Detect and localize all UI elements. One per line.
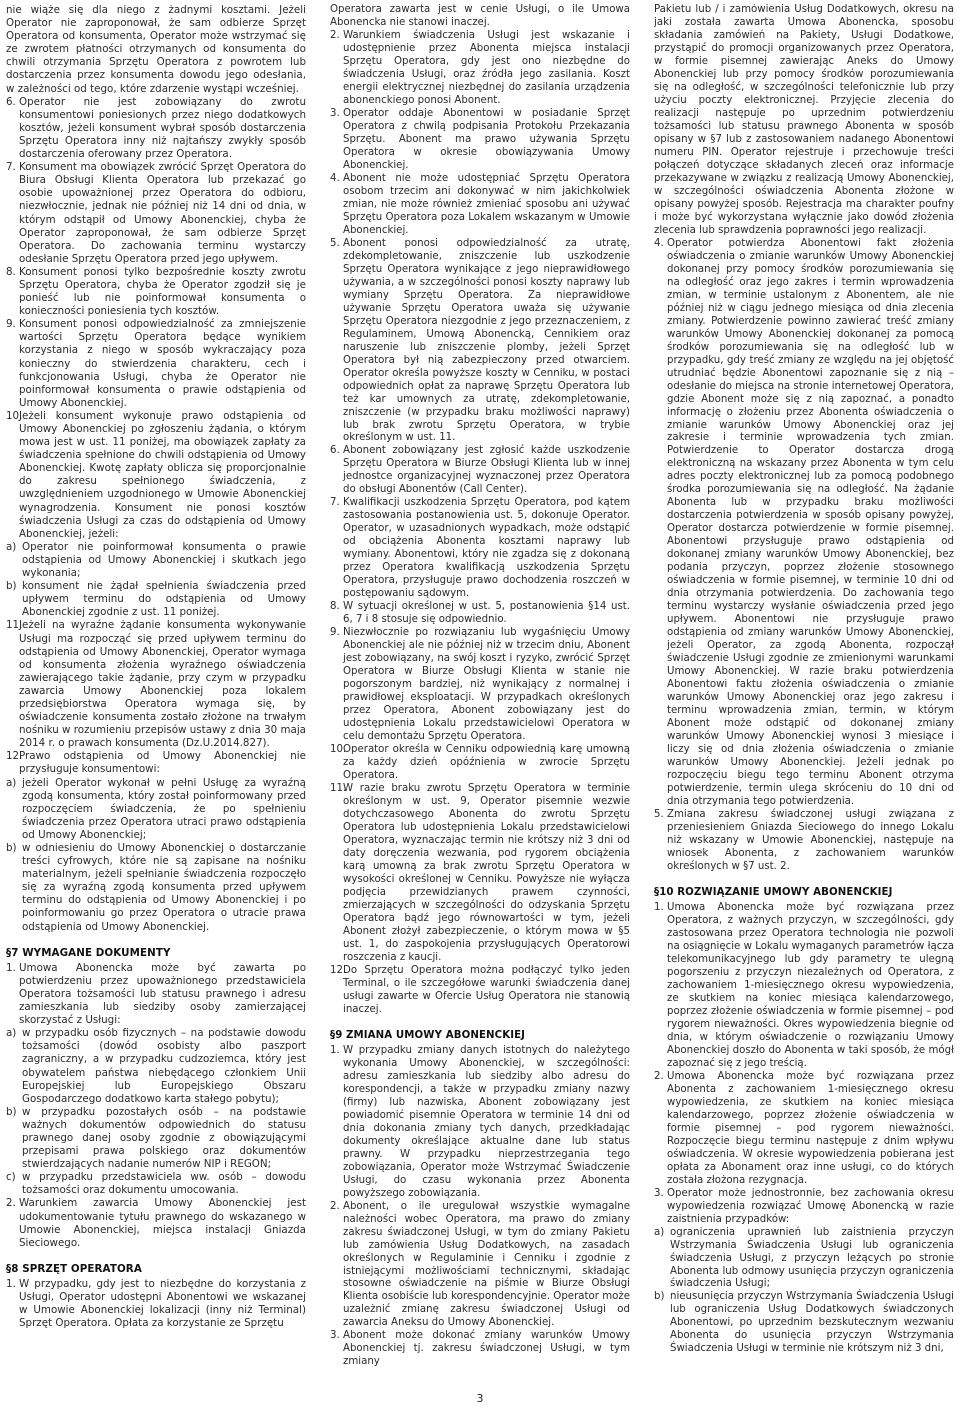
numbered-item	[6, 161, 306, 266]
item-text: Umowa Abonencka może być zawarta po potwierdzeniu przez upoważnionego przedstawiciela Operatora tożsamości lub statusu prawnego i adresu zamieszkania lub siedziby osoby zamierzającej skorzystać z Usługi:	[19, 961, 306, 1027]
item-number: 5.	[330, 237, 340, 249]
item-number: 1.	[6, 1277, 16, 1290]
sub-list-item	[6, 777, 306, 842]
numbered-item	[330, 627, 630, 744]
item-text: Abonent ponosi odpowiedzialność za utratę, zdekompletowanie, zniszczenie lub uszkodzenie Sprzętu Operatora wynikające z jego nieprawidłowego używania, a w szczególności ponosi koszty naprawy lub wymiany Sprzętu Operatora. Za nieprawidłowe używanie Sprzętu Operatora uważa się używanie Sprzętu Operatora niezgodnie z jego przeznaczeniem, z Regulaminem, Umową Abonencką, Cennikiem oraz naruszenie lub zniszczenie plomby, jeżeli Sprzęt Operatora był nią zabezpieczony przed otwarciem. Operator określa powyższe koszty w Cenniku, w postaci odpowiednich opłat za naprawę Sprzętu Operatora lub też kar umownych za utratę, zdekompletowanie, zniszczenie (w przypadku braku możliwości naprawy) lub brak zwrotu Sprzętu Operatora, w trybie określonym w ust. 11.	[343, 237, 630, 444]
item-number: a)	[6, 540, 17, 553]
numbered-item	[6, 96, 306, 161]
item-text: Konsument ponosi tylko bezpośrednie koszty zwrotu Sprzętu Operatora, chyba że Operator zgodził się je ponieść lub nie poinformował konsumenta o konieczności poniesienia tych kosztów.	[19, 265, 306, 318]
item-number: 6.	[330, 445, 340, 457]
item-text: Do Sprzętu Operatora można podłączyć tylko jeden Terminal, o ile szczegółowe warunki świadczenia danej usługi zawarte w Ofercie Usług Operatora nie stanowią inaczej.	[343, 964, 630, 1015]
item-number: 12.	[330, 964, 347, 976]
item-text: w przypadku pozostałych osób – na podstawie ważnych dokumentów odpowiednich do statusu prawnego danej osoby zgodnie z obowiązującymi przepisami prawa polskiego oraz dokumentów stwierdzających nadanie numerów NIP i REGON;	[22, 1105, 306, 1171]
item-text: Kwalifikacji uszkodzenia Sprzętu Operatora, pod kątem zastosowania postanowienia ust. 5, dokonuje Operator. Operator, w uzasadnionych wypadkach, może odstąpić od obciążenia Abonenta kosztami naprawy lub wymiany. Abonentowi, który nie zgadza się z dokonaną przez Operatora kwalifikacją uszkodzenia Sprzętu Operatora, przysługuje prawo dochodzenia roszczeń w postępowaniu sądowym.	[343, 497, 630, 600]
item-text: Operator określa w Cenniku odpowiednią karę umowną za każdy dzień opóźnienia w zwrocie Sprzętu Operatora.	[343, 744, 630, 782]
numbered-item	[654, 902, 954, 1071]
text-column-left	[6, 4, 306, 1372]
item-text: Warunkiem zawarcia Umowy Abonenckiej jest udokumentowanie tytułu prawnego do wskazanego w Umowie Abonenckiej, miejsca instalacji Gniazda Sieciowego.	[19, 1197, 306, 1249]
item-text: Warunkiem świadczenia Usługi jest wskazanie i udostępnienie przez Abonenta miejsca instalacji Sprzętu Operatora, gdy jest ono niezbędne do świadczenia Usługi, oraz źródła jego zasilania. Koszt energii elektrycznej niezbędnej do zasilania urządzenia abonenckiego ponosi Abonent.	[343, 29, 630, 106]
numbered-item	[330, 1045, 630, 1201]
item-text: Jeżeli konsument wykonuje prawo odstąpienia od Umowy Abonenckiej po zgłoszeniu żądania, o którym mowa jest w ust. 11 poniżej, ma obowiązek zapłaty za świadczenia spełnione do chwili odstąpienia od Umowy Abonenckiej. Kwotę zapłaty oblicza się proporcjonalnie do zakresu spełnionego świadczenia, z uwzględnieniem uzgodnionego w Umowie Abonenckiej wynagrodzenia. Konsument nie ponosi kosztów świadczenia Usługi za czas do odstąpienia od Umowy Abonenckiej, jeżeli:	[19, 409, 306, 540]
item-number: 10.	[330, 744, 347, 756]
item-number: b)	[6, 842, 17, 854]
item-text: jeżeli Operator wykonał w pełni Usługę za wyraźną zgodą konsumenta, który został poinformowany przed rozpoczęciem świadczenia, że po spełnieniu świadczenia przez Operatora utraci prawo odstąpienia od Umowy Abonenckiej;	[22, 776, 306, 841]
numbered-item	[330, 1201, 630, 1331]
section-heading: §9 ZMIANA UMOWY ABONENCKIEJ	[330, 1029, 526, 1041]
item-number: 4.	[654, 237, 664, 249]
item-number: 12.	[6, 750, 23, 763]
item-number: 1.	[6, 961, 16, 974]
item-number: 10.	[6, 409, 23, 422]
item-number: 9.	[330, 627, 340, 639]
item-text: Abonent zobowiązany jest zgłosić każde uszkodzenie Sprzętu Operatora w Biurze Obsługi Klienta lub w innej jednostce organizacyjnej wyznaczonej przez Operatora do obsługi Abonentów (Call Center).	[343, 445, 630, 496]
numbered-item	[330, 1330, 630, 1369]
item-text: Niezwłocznie po rozwiązaniu lub wygaśnięciu Umowy Abonenckiej ale nie później niż w trzecim dniu, Abonent jest zobowiązany, na swój koszt i ryzyko, zwrócić Sprzęt Operatora w Biurze Obsługi Klienta w stanie nie pogorszonym bardziej, niż wynikający z normalnej i prawidłowej eksploatacji. W przypadkach określonych przez Operatora, Abonent zobowiązany jest do udostępnienia Lokalu przedstawicielowi Operatora w celu demontażu Sprzętu Operatora.	[343, 627, 630, 743]
item-text: W sytuacji określonej w ust. 5, postanowienia §14 ust. 6, 7 i 8 stosuje się odpowiednio.	[343, 601, 630, 626]
numbered-item	[6, 962, 306, 1027]
item-number: 8.	[6, 265, 16, 278]
item-text: W przypadku, gdy jest to niezbędne do korzystania z Usługi, Operator udostępni Abonentowi we wskazanej w Umowie Abonenckiej lokalizacji (inny niż Terminal) Sprzęt Operatora. Opłata za korzystanie ze Sprzętu	[19, 1277, 306, 1330]
item-text: Operator nie jest zobowiązany do zwrotu konsumentowi poniesionych przez niego dodatkowych kosztów, jeżeli konsument wybrał sposób dostarczenia Sprzętu Operatora inny niż najtańszy zwykły sposób dostarczenia oferowany przez Operatora.	[19, 95, 306, 161]
section-heading: §7 WYMAGANE DOKUMENTY	[6, 946, 171, 959]
item-text: W przypadku zmiany danych istotnych do należytego wykonania Umowy Abonenckiej, w szczególności: adresu zamieszkania lub siedziby albo adresu do korespondencji, a także w przypadku zmiany nazwy (firmy) lub nazwiska, Abonent zobowiązany jest powiadomić pisemnie Operatora w terminie 14 dni od dnia dokonania zmiany tych danych, przedkładając dokumenty określające aktualne dane lub status prawny. W przypadku nieprzestrzegania tego zobowiązania, Operator może Wstrzymać Świadczenie Usługi, do czasu wykonania przez Abonenta powyższego zobowiązania.	[343, 1044, 630, 1199]
item-number: 7.	[330, 497, 340, 509]
item-text: w przypadku osób fizycznych – na podstawie dowodu tożsamości (dowód osobisty albo paszport zagraniczny, a w przypadku cudzoziemca, który jest obywatelem państwa niebędącego członkiem Unii Europejskiej lub Europejskiego Obszaru Gospodarczego dodatkowo karta stałego pobytu);	[22, 1027, 306, 1105]
item-number: 5.	[654, 809, 664, 821]
item-text: Abonent może dokonać zmiany warunków Umowy Abonenckiej tj. zakresu świadczonej Usługi, w tym zmiany	[343, 1330, 630, 1368]
item-number: a)	[654, 1226, 665, 1238]
numbered-item	[6, 266, 306, 318]
item-number: 2.	[330, 29, 340, 41]
item-text: W razie braku zwrotu Sprzętu Operatora w terminie określonym w ust. 9, Operator pisemnie wezwie dotychczasowego Abonenta do zwrotu Sprzętu Operatora lub udostępnienia Lokalu przedstawicielowi Operatora, wyznaczając termin nie krótszy niż 3 dni od daty doręczenia wezwania, pod rygorem obciążenia karą umowną za brak zwrotu Sprzętu Operatora w wysokości określonej w Cenniku. Powyższe nie wyłącza podjęcia przewidzianych prawem czynności, zmierzających w szczególności do odzyskania Sprzętu Operatora bądź jego równowartości w tym, jeżeli Abonent złożył zabezpieczenie, o którym mowa w §5 ust. 1, do zaspokojenia przysługujących Operatorowi roszczenia z kaucji.	[343, 783, 630, 963]
numbered-item	[6, 750, 306, 776]
item-number: b)	[654, 1291, 665, 1303]
item-text: konsument nie żądał spełnienia świadczenia przed upływem terminu do odstąpienia od Umowy Abonenckiej zgodnie z ust. 11 poniżej.	[22, 580, 306, 619]
numbered-item	[654, 238, 954, 809]
paragraph: nie wiąże się dla niego z żadnymi kosztami. Jeżeli Operator nie zaproponował, że sam odbierze Sprzęt Operatora od konsumenta, Operator może wstrzymać się ze zwrotem płatności otrzymanych od konsumenta do chwili otrzymania Sprzętu Operatora z powrotem lub dostarczenia przez konsumenta dowodu jego odesłania, w zależności od tego, które zdarzenie wystąpi wcześniej.	[6, 4, 306, 95]
item-number: 2.	[6, 1197, 16, 1210]
numbered-item	[330, 108, 630, 173]
item-number: 1.	[330, 1044, 340, 1056]
numbered-item	[330, 965, 630, 1017]
item-number: 2.	[654, 1070, 664, 1082]
numbered-item	[654, 1188, 954, 1227]
item-number: 4.	[330, 172, 340, 184]
item-number: a)	[6, 1027, 17, 1040]
item-number: a)	[6, 776, 17, 789]
paragraph: Pakietu lub / i zamówienia Usług Dodatkowych, okresu na jaki została zawarta Umowa Abonencka, sposobu składania zamówień na Pakiety, Usługi Dodatkowe, przystąpić do promocji organizowanych przez Operatora, w formie pisemnej zawierając Aneks do Umowy Abonenckiej lub przy pomocy środków porozumiewania się na odległość, w szczególności telefonicznie lub przy użyciu poczty elektronicznej. Przyjęcie zlecenia do realizacji następuje po uprzednim potwierdzeniu tożsamości lub statusu prawnego Abonenta w sposób opisany w §7 lub z zastosowaniem nadanego Abonentowi numeru PIN. Operator rejestruje i przechowuje treści połączeń dotyczące składanych zleceń oraz informacje przekazywane w związku z realizacją Umowy Abonenckiej, w szczególności oświadczenia Abonenta złożone w opisany powyżej sposób. Rejestracja ma charakter poufny i może być wykorzystana wyłącznie jako dowód złożenia zlecenia lub sprawdzenia poprawności jego realizacji.	[654, 4, 954, 236]
numbered-item	[6, 619, 306, 750]
item-text: Abonent, o ile uregulował wszystkie wymagalne należności wobec Operatora, ma prawo do zmiany zakresu świadczonej Usługi, w tym do zmiany Pakietu lub zamówienia Usług Dodatkowych, na zasadach określonych w Regulaminie i Cenniku i zgodnie z istniejącymi możliwościami technicznymi, składając stosowne oświadczenie na piśmie w Biurze Obsługi Klienta osobiście lub korespondencyjnie. Operator może uzależnić zmianę zakresu świadczonej Usługi od zawarcia Aneksu do Umowy Abonenckiej.	[343, 1200, 630, 1329]
item-text: w przypadku przedstawiciela ww. osób – dowodu tożsamości oraz dokumentu umocowania.	[22, 1171, 306, 1197]
item-text: Operator nie poinformował konsumenta o prawie odstąpienia od Umowy Abonenckiej i skutkach jego wykonania;	[22, 540, 306, 580]
sub-list-item	[6, 1027, 306, 1106]
numbered-item	[330, 497, 630, 601]
item-text: Konsument ponosi odpowiedzialność za zmniejszenie wartości Sprzętu Operatora będące wynikiem korzystania z niego w sposób wykraczający poza konieczny do stwierdzenia charakteru, cech i funkcjonowania Usługi, chyba że Operator nie poinformował konsumenta o prawie odstąpienia od Umowy Abonenckiej.	[19, 318, 306, 409]
item-number: 3.	[330, 1330, 340, 1342]
numbered-item	[6, 1197, 306, 1249]
numbered-item	[330, 173, 630, 238]
sub-list-item	[654, 1291, 954, 1356]
numbered-item	[330, 238, 630, 446]
item-text: Operator oddaje Abonentowi w posiadanie Sprzęt Operatora z chwilą podpisania Protokołu Przekazania Sprzętu. Abonent ma prawo używania Sprzętu Operatora w okresie obowiązywania Umowy Abonenckiej.	[343, 107, 630, 171]
item-text: Umowa Abonencka może być rozwiązana przez Operatora, z ważnych przyczyn, w szczególności, gdy zastosowana przez Operatora technologia nie pozwoli na osiągnięcie w Lokalu wymaganych parametrów łącza telekomunikacyjnego lub gdy parametry te ulegną pogorszeniu z przyczyn niezależnych od Operatora, z zachowaniem 1-miesięcznego okresu wypowiedzenia, ze skutkiem na koniec miesiąca kalendarzowego, poprzez złożenie oświadczenia w formie pisemnej – pod rygorem nieważności. Okres wypowiedzenia biegnie od dnia, w którym oświadczenie o rozwiązaniu Umowy Abonenckiej doszło do Abonenta w taki sposób, że mógł zapoznać się z jego treścią.	[667, 901, 954, 1069]
item-number: 1.	[654, 901, 664, 913]
numbered-item	[330, 445, 630, 497]
sub-list-item	[654, 1227, 954, 1292]
item-text: Prawo odstąpienia od Umowy Abonenckiej nie przysługuje konsumentowi:	[19, 750, 306, 776]
sub-list-item	[6, 1106, 306, 1171]
text-column-middle	[330, 4, 630, 1372]
numbered-item	[330, 783, 630, 965]
item-number: 7.	[6, 161, 16, 174]
text-column-right	[654, 4, 954, 1372]
section-heading: §8 SPRZĘT OPERATORA	[6, 1262, 142, 1275]
numbered-item	[330, 601, 630, 627]
item-number: 2.	[330, 1200, 340, 1212]
item-text: Konsument ma obowiązek zwrócić Sprzęt Operatora do Biura Obsługi Klienta Operatora lub przekazać go osobie upoważnionej przez Operatora do odbioru, niezwłocznie, jednak nie później niż 14 dni od dnia, w którym odstąpił od Umowy Abonenckiej, chyba że Operator zaproponował, że sam odbierze Sprzęt Operatora. Do zachowania terminu wystarczy odesłanie Sprzętu Operatora przed jego upływem.	[19, 161, 306, 265]
numbered-item	[6, 410, 306, 541]
item-number: b)	[6, 1105, 17, 1118]
section-heading: §10 ROZWIĄZANIE UMOWY ABONENCKIEJ	[654, 886, 893, 898]
item-text: Operator potwierdza Abonentowi fakt złożenia oświadczenia o zmianie warunków Umowy Abonenckiej dokonanej przy pomocy środków porozumiewania się na odległość oraz jego zakres i termin wprowadzenia zmian, w terminie ustalonym z Abonentem, ale nie później niż w ciągu jednego miesiąca od dnia zlecenia zmiany. Potwierdzenie powinno zawierać treść zmiany warunków Umowy Abonenckiej dokonanej za pomocą środków porozumiewania się na odległość lub w przypadku, gdy treść zmiany ze względu na jej objętość utrudniać będzie Abonentowi zapoznanie się z nią – odesłanie do miejsca na stronie internetowej Operatora, gdzie Abonent może się z nią zapoznać, a ponadto informację o złożeniu przez Abonenta oświadczenia o zmianie warunków Umowy Abonenckiej oraz jej zakresie i terminie wprowadzenia tych zmian. Potwierdzenie to Operator dostarcza drogą elektroniczną na wskazany przez Abonenta w tym celu adres poczty elektronicznej lub za pomocą podobnego środka porozumiewania się na odległość. Na żądanie Abonenta lub w przypadku braku możliwości dostarczenia potwierdzenia w sposób opisany powyżej, Operator dostarcza potwierdzenie w formie pisemnej. Abonentowi przysługuje prawo odstąpienia od dokonanej zmiany warunków Umowy Abonenckiej, bez podania przyczyn, poprzez złożenie stosownego oświadczenia w formie pisemnej, w terminie 10 dni od dnia otrzymania potwierdzenia. Do zachowania tego terminu wystarczy wysłanie oświadczenia przed jego upływem. Abonentowi nie przysługuje prawo odstąpienia od zmiany warunków Umowy Abonenckiej, jeżeli Operator, za zgodą Abonenta, rozpoczął świadczenie Usługi zgodnie ze zmienionymi warunkami Umowy Abonenckiej. W razie braku potwierdzenia Abonentowi faktu złożenia oświadczenia o zmianie warunków Umowy Abonenckiej oraz jego zakresu i terminu wprowadzenia zmian, termin, w którym Abonent może odstąpić od dokonanej zmiany warunków Umowy Abonenckiej wynosi 3 miesiące i liczy się od dnia złożenia oświadczenia o zmianie warunków Umowy Abonenckiej. Jeżeli jednak po rozpoczęciu biegu tego terminu Abonent otrzyma potwierdzenie, termin ulega skróceniu do 10 dni od dnia otrzymania tego potwierdzenia.	[667, 237, 954, 808]
sub-list-item	[6, 842, 306, 934]
item-text: nieusunięcia przyczyn Wstrzymania Świadczenia Usługi lub ograniczenia Usług Dodatkowych świadczonych Abonentowi, po uprzednim bezskutecznym wezwaniu Abonenta do usunięcia przyczyn Wstrzymania Świadczenia Usługi w terminie nie krótszym niż 3 dni,	[670, 1291, 954, 1355]
numbered-item	[6, 1278, 306, 1330]
numbered-item	[330, 30, 630, 108]
item-number: 9.	[6, 318, 16, 331]
item-number: 11.	[6, 619, 23, 632]
item-number: 3.	[330, 107, 340, 119]
numbered-item	[654, 809, 954, 874]
item-text: Jeżeli na wyraźne żądanie konsumenta wykonywanie Usługi ma rozpocząć się przed upływem terminu do odstąpienia od Umowy Abonenckiej, Operator wymaga od konsumenta złożenia wyraźnego oświadczenia zawierającego takie żądanie, przy czym w przypadku zawarcia Umowy Abonenckiej poza lokalem przedsiębiorstwa Operatora wymaga się, by oświadczenie konsumenta zostało złożone na trwałym nośniku w rozumieniu przepisów ustawy z dnia 30 maja 2014 r. o prawach konsumenta (Dz.U.2014.827).	[19, 619, 306, 750]
item-text: Abonent nie może udostępniać Sprzętu Operatora osobom trzecim ani dokonywać w nim jakichkolwiek zmian, nie może również zmieniać sposobu ani używać Sprzętu Operatora poza Lokalem wskazanym w Umowie Abonenckiej.	[343, 172, 630, 236]
sub-list-item	[6, 1171, 306, 1197]
numbered-item	[6, 318, 306, 410]
paragraph: Operatora zawarta jest w cenie Usługi, o ile Umowa Abonencka nie stanowi inaczej.	[330, 4, 630, 28]
item-number: 11.	[330, 783, 347, 795]
page-number: 3	[476, 1392, 484, 1405]
item-text: w odniesieniu do Umowy Abonenckiej o dostarczanie treści cyfrowych, które nie są zapisane na nośniku materialnym, jeżeli spełnianie świadczenia rozpoczęło się za wyraźną zgodą konsumenta przed upływem terminu do odstąpienia od Umowy Abonenckiej i po poinformowaniu go przez Operatora o utracie prawa odstąpienia od Umowy Abonenckiej.	[22, 842, 306, 933]
item-text: ograniczenia uprawnień lub zaistnienia przyczyn Wstrzymania Świadczenia Usługi lub ograniczenia świadczenia Usługi, z przyczyn leżących po stronie Abonenta lub odmowy usunięcia przyczyn ograniczenia świadczenia Usługi;	[670, 1226, 954, 1290]
item-number: 8.	[330, 601, 340, 613]
item-text: Zmiana zakresu świadczonej usługi związana z przeniesieniem Gniazda Sieciowego do innego Lokalu niż wskazany w Umowie Abonenckiej, następuje na wniosek Abonenta, z zachowaniem warunków określonych w §7 ust. 2.	[667, 809, 954, 872]
item-text: Umowa Abonencka może być rozwiązana przez Abonenta z zachowaniem 1-miesięcznego okresu wypowiedzenia, ze skutkiem na koniec miesiąca kalendarzowego, poprzez złożenie oświadczenia w formie pisemnej – pod rygorem nieważności. Rozpoczęcie biegu terminu następuje z dnim wpływu oświadczenia. W okresie wypowiedzenia pobierana jest opłata za Abonament oraz inne usługi, co do których została złożona rezygnacja.	[667, 1070, 954, 1186]
item-text: Operator może jednostronnie, bez zachowania okresu wypowiedzenia rozwiązać Umowę Abonencką w razie zaistnienia przypadków:	[667, 1187, 954, 1225]
item-number: b)	[6, 580, 17, 593]
item-number: c)	[6, 1171, 16, 1184]
item-number: 3.	[654, 1187, 664, 1199]
sub-list-item	[6, 541, 306, 580]
sub-list-item	[6, 580, 306, 619]
item-number: 6.	[6, 95, 16, 108]
numbered-item	[330, 744, 630, 783]
numbered-item	[654, 1071, 954, 1188]
